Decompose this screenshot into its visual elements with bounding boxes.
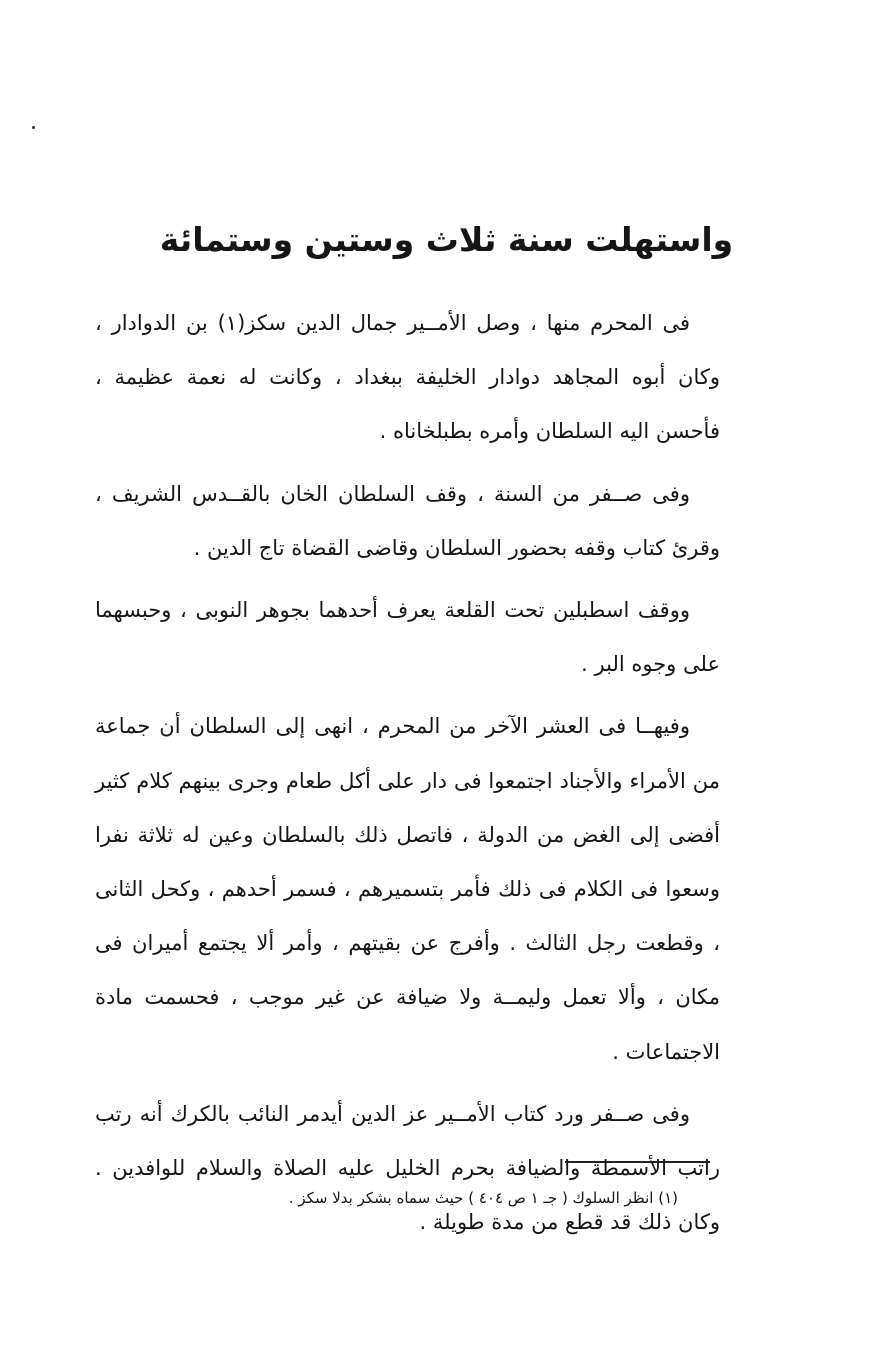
footnote-divider (565, 1161, 710, 1163)
page-speck (32, 126, 35, 129)
footnote: (١) انظر السلوك ( جـ ١ ص ٤٠٤ ) حيث سماه بشكر بدلا سكز . (288, 1189, 678, 1207)
chapter-heading: واستهلت سنة ثلاث وستين وستمائة (159, 220, 734, 259)
paragraph-stables-waqf: ووقف اسطبلين تحت القلعة يعرف أحدهما بجوهر النوبى ، وحبسهما على وجوه البر . (95, 598, 720, 677)
paragraph-karak-letter: وفى صــفر ورد كتاب الأمــير عز الدين أيدمر النائب بالكرك أنه رتب راتب الأسمطة والضيافة بحرم الخليل عليه الصلاة والسلام للوافدين . وكان ذلك قد قطع من مدة طويلة . (95, 1101, 720, 1235)
body-text (95, 296, 720, 1257)
paragraph-safar-waqf: وفى صــفر من السنة ، وقف السلطان الخان بالقــدس الشريف ، وقرئ كتاب وقفه بحضور السلطان وقاضى القضاة تاج الدين . (95, 481, 720, 560)
paragraph-muharram-arrival: فى المحرم منها ، وصل الأمــير جمال الدين سكز(١) بن الدوادار ، وكان أبوه المجاهد دوادار الخليفة ببغداد ، وكانت له نعمة عظيمة ، فأحسن اليه السلطان وأمره بطبلخاناه . (95, 311, 720, 444)
paragraph-emirs-gathering: وفيهــا فى العشر الآخر من المحرم ، انهى إلى السلطان أن جماعة من الأمراء والأجناد اجتمعوا فى دار على أكل طعام وجرى بينهم كلام كثير أفضى إلى الغض من الدولة ، فاتصل ذلك بالسلطان وعين له ثلاثة نفرا وسعوا فى الكلام فى ذلك فأمر بتسميرهم ، فسمر أحدهم ، وكحل الثانى ، وقطعت رجل الثالث . وأفرج عن بقيتهم ، وأمر ألا يجتمع أميران فى مكان ، وألا تعمل وليمــة ولا ضيافة عن غير موجب ، فحسمت مادة الاجتماعات . (95, 714, 720, 1064)
